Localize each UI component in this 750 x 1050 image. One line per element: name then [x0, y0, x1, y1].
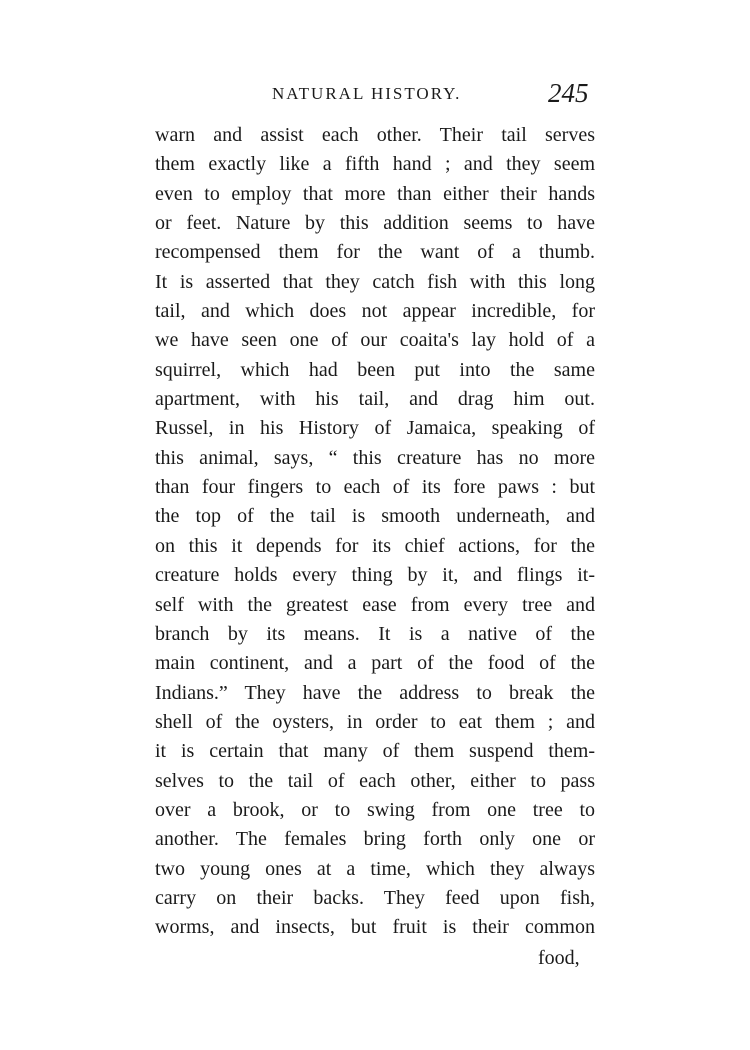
text-line: it is certain that many of them suspend them-	[155, 740, 595, 763]
text-line: It is asserted that they catch fish with this long	[155, 270, 595, 293]
catchword: food,	[538, 947, 580, 969]
text-line: another. The females bring forth only one or	[155, 828, 595, 851]
text-line: the top of the tail is smooth underneath, and	[155, 505, 595, 528]
body-text	[155, 121, 595, 943]
text-line: branch by its means. It is a native of the	[155, 622, 595, 645]
text-line: squirrel, which had been put into the same	[155, 358, 595, 381]
text-line: Russel, in his History of Jamaica, speaking of	[155, 417, 595, 440]
text-line: than four fingers to each of its fore paws : but	[155, 476, 595, 499]
text-line: them exactly like a fifth hand ; and they seem	[155, 153, 595, 176]
text-line: two young ones at a time, which they always	[155, 857, 595, 880]
text-line: creature holds every thing by it, and flings it-	[155, 564, 595, 587]
text-line: warn and assist each other. Their tail serves	[155, 124, 595, 146]
text-line: over a brook, or to swing from one tree to	[155, 798, 595, 821]
text-line: recompensed them for the want of a thumb.	[155, 241, 595, 264]
text-line: carry on their backs. They feed upon fish,	[155, 886, 595, 909]
text-line: self with the greatest ease from every tree and	[155, 593, 595, 616]
text-line: apartment, with his tail, and drag him out.	[155, 388, 595, 411]
page-number: 245	[548, 78, 589, 108]
text-line: on this it depends for its chief actions, for the	[155, 534, 595, 557]
text-line: worms, and insects, but fruit is their common	[155, 916, 595, 939]
text-line: or feet. Nature by this addition seems to have	[155, 212, 595, 235]
text-line: this animal, says, “ this creature has no more	[155, 446, 595, 469]
text-line: shell of the oysters, in order to eat them ; and	[155, 710, 595, 733]
running-head	[272, 78, 602, 112]
text-line: even to employ that more than either their hands	[155, 182, 595, 205]
text-line: tail, and which does not appear incredible, for	[155, 300, 595, 323]
running-title: NATURAL HISTORY.	[272, 84, 462, 103]
text-line: we have seen one of our coaita's lay hold of a	[155, 329, 595, 352]
text-line: Indians.” They have the address to break the	[155, 681, 595, 704]
text-line: selves to the tail of each other, either to pass	[155, 769, 595, 792]
text-line: main continent, and a part of the food of the	[155, 652, 595, 675]
